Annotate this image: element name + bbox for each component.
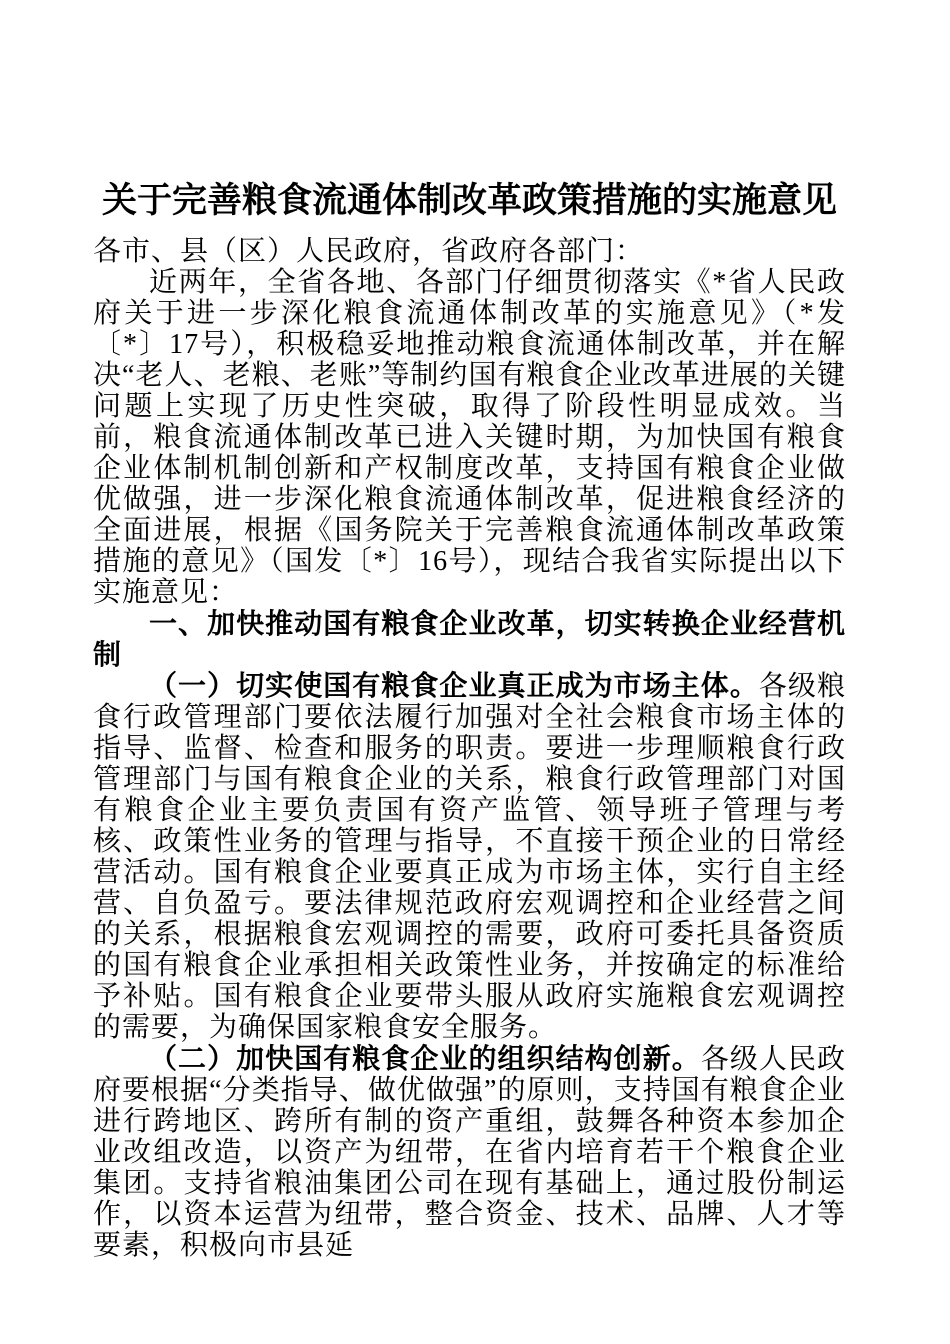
salutation-line: 各市、县（区）人民政府，省政府各部门： <box>93 236 645 267</box>
document-body <box>93 236 846 1261</box>
section-1-item-2-text: 各级人民政府要根据“分类指导、做优做强”的原则，支持国有粮食企业进行跨地区、跨所有制的资产重组，鼓舞各种资本参加企业改组改造，以资产为纽带，在省内培育若干个粮食企业集团。支持省粮油集团公司在现有基础上，通过股份制运作，以资本运营为纽带，整合资金、技术、品牌、人才等要素，积极向市县延 <box>93 1044 846 1261</box>
section-1-heading: 一、加快推动国有粮食企业改革，切实转换企业经营机制 <box>93 608 846 670</box>
section-1-item-1-lead: （一）切实使国有粮食企业真正成为市场主体。 <box>149 670 759 701</box>
section-1-item-2 <box>93 1043 846 1261</box>
section-1-item-1-text: 各级粮食行政管理部门要依法履行加强对全社会粮食市场主体的指导、监督、检查和服务的职责。要进一步理顺粮食行政管理部门与国有粮食企业的关系，粮食行政管理部门对国有粮食企业主要负责国有资产监管、领导班子管理与考核、政策性业务的管理与指导，不直接干预企业的日常经营活动。国有粮食企业要真正成为市场主体，实行自主经营、自负盈亏。要法律规范政府宏观调控和企业经营之间的关系，根据粮食宏观调控的需要，政府可委托具备资质的国有粮食企业承担相关政策性业务，并按确定的标准给予补贴。国有粮食企业要带头服从政府实施粮食宏观调控的需要，为确保国家粮食安全服务。 <box>93 671 846 1043</box>
document-title: 关于完善粮食流通体制改革政策措施的实施意见 <box>101 181 837 220</box>
intro-paragraph: 近两年，全省各地、各部门仔细贯彻落实《*省人民政府关于进一步深化粮食流通体制改革的实施意见》（*发〔*〕17号），积极稳妥地推动粮食流通体制改革，并在解决“老人、老粮、老账”等制约国有粮食企业改革进展的关键问题上实现了历史性突破，取得了阶段性明显成效。当前，粮食流通体制改革已进入关键时期，为加快国有粮食企业体制机制创新和产权制度改革，支持国有粮食企业做优做强，进一步深化粮食流通体制改革，促进粮食经济的全面进展，根据《国务院关于完善粮食流通体制改革政策措施的意见》（国发〔*〕16号），现结合我省实际提出以下实施意见： <box>93 267 846 608</box>
section-1-item-1 <box>93 670 846 1043</box>
section-1-item-2-lead: （二）加快国有粮食企业的组织结构创新。 <box>149 1043 701 1074</box>
